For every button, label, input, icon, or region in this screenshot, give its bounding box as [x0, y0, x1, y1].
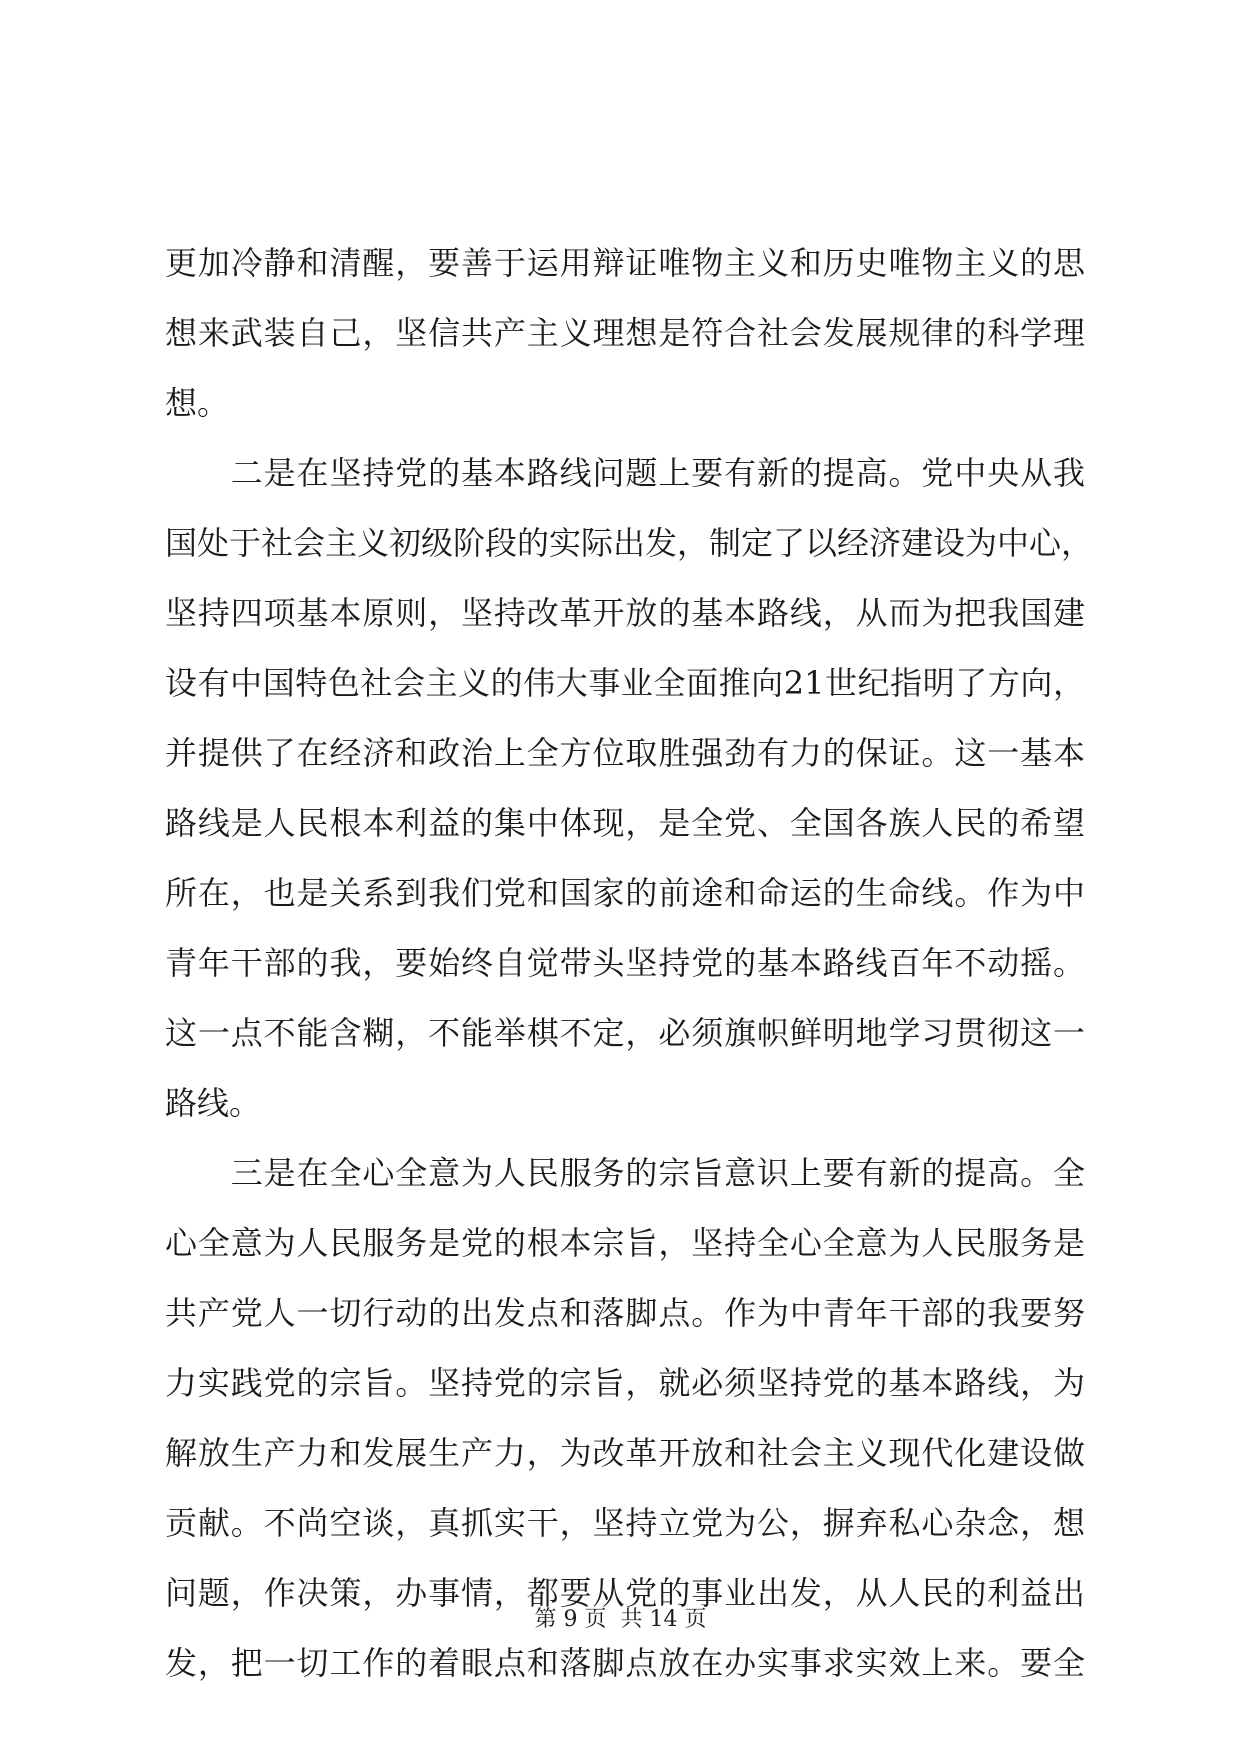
- page-footer: [0, 1605, 1241, 1635]
- text-line: 这一点不能含糊，不能举棋不定，必须旗帜鲜明地学习贯彻这一: [165, 1014, 1085, 1052]
- text-line: 解放生产力和发展生产力，为改革开放和社会主义现代化建设做: [165, 1434, 1085, 1472]
- page-number: 第 9 页 共 14 页: [534, 1607, 707, 1632]
- text-line: 所在，也是关系到我们党和国家的前途和命运的生命线。作为中: [165, 874, 1085, 912]
- text-line: 共产党人一切行动的出发点和落脚点。作为中青年干部的我要努: [165, 1294, 1085, 1332]
- text-line: 力实践党的宗旨。坚持党的宗旨，就必须坚持党的基本路线，为: [165, 1364, 1085, 1402]
- text-line: 青年干部的我，要始终自觉带头坚持党的基本路线百年不动摇。: [165, 944, 1085, 982]
- text-line: 设有中国特色社会主义的伟大事业全面推向21世纪指明了方向，: [165, 664, 1085, 702]
- text-line: 贡献。不尚空谈，真抓实干，坚持立党为公，摒弃私心杂念，想: [165, 1504, 1085, 1542]
- text-line: 想。: [165, 384, 230, 422]
- text-line: 问题，作决策，办事情，都要从党的事业出发，从人民的利益出: [165, 1574, 1085, 1612]
- text-line: 心全意为人民服务是党的根本宗旨，坚持全心全意为人民服务是: [165, 1224, 1085, 1262]
- text-line: 路线。: [165, 1084, 262, 1122]
- text-line: 三是在全心全意为人民服务的宗旨意识上要有新的提高。全: [165, 1154, 1085, 1192]
- text-line: 二是在坚持党的基本路线问题上要有新的提高。党中央从我: [165, 454, 1085, 492]
- text-line: 更加冷静和清醒，要善于运用辩证唯物主义和历史唯物主义的思: [165, 244, 1085, 282]
- body-text: [165, 228, 1094, 1698]
- text-line: 路线是人民根本利益的集中体现，是全党、全国各族人民的希望: [165, 804, 1085, 842]
- text-line: 坚持四项基本原则，坚持改革开放的基本路线，从而为把我国建: [165, 594, 1085, 632]
- text-line: 想来武装自己，坚信共产主义理想是符合社会发展规律的科学理: [165, 314, 1085, 352]
- text-line: 并提供了在经济和政治上全方位取胜强劲有力的保证。这一基本: [165, 734, 1085, 772]
- text-line: 国处于社会主义初级阶段的实际出发，制定了以经济建设为中心，: [165, 524, 1094, 562]
- text-line: 发，把一切工作的着眼点和落脚点放在办实事求实效上来。要全: [165, 1644, 1085, 1682]
